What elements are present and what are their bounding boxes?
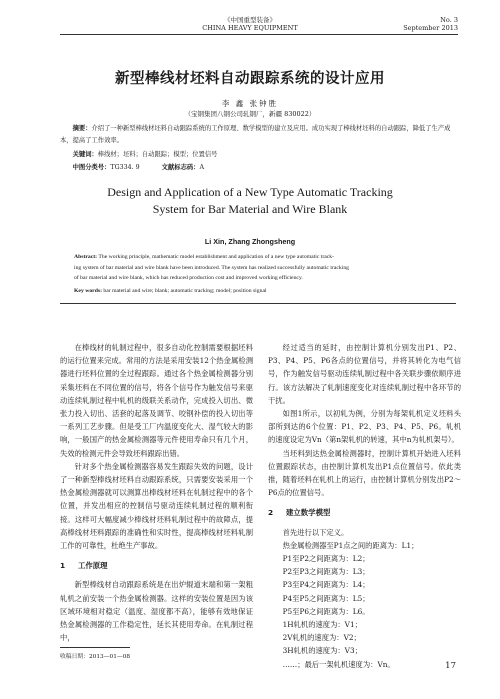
abstract-en	[74, 252, 440, 284]
paper-title-cn: 新型棒线材坯料自动跟踪系统的设计应用	[115, 71, 385, 87]
abstract-cn-text: 介绍了一种新型棒线材坯料自动跟踪系统的工作原理、数学模型的建立及应用。成功实现了棒线材坯料的自动跟踪，降低了生产成本，提高了工作效率。	[60, 125, 451, 144]
paper-title-en	[0, 184, 500, 218]
keywords-en-text: bar material and wire; blank; automatic tracking; model; position signal	[103, 288, 267, 294]
doc-code: A	[199, 164, 205, 171]
body-paragraph: 针对多个热金属检测器容易发生跟踪失效的问题，设计了一种新型棒线材坯料自动跟踪系统，只需要安装采用一个热金属检测器就可以测算出棒线材坯料在轧制过程中的各个位置，并发出相应的控制信号驱动连续轧制过程的顺利衔接。这样可大幅度减少棒线材坯料轧制过程中的故障点，提高棒线材坯料跟踪的准确性和实时性，提高棒线材坯料轧制工作的可靠性，杜绝生产事故。	[60, 461, 253, 551]
body-paragraph: 当坯料到达热金属检测器时，控制计算机开始进入坯料位置跟踪状态，由控制计算机发出P1点位置信号。依此类推，随着坯料在轧机上的运行，由控制计算机分别发出P2～P6点的位置信号。	[268, 448, 461, 498]
keywords-cn	[60, 149, 456, 161]
abstract-en-label: Abstract:	[74, 254, 98, 260]
definition-item: ……；最后一架轧机速度为：Vn。	[282, 659, 395, 669]
affiliation-cn: （宝钢集团八钢公司轧钢厂，新疆 830022）	[184, 110, 316, 118]
abstract-rule	[60, 303, 456, 304]
keywords-cn-label: 关键词：	[72, 151, 98, 158]
definition-item: P1至P2之间距离为：L2；	[282, 554, 370, 564]
paper-title-en-line1: Design and Application of a New Type Automatic Tracking	[107, 185, 393, 199]
definition-item: P5至P6之间距离为：L6。	[282, 606, 370, 616]
footnote-rule	[60, 647, 130, 648]
keywords-cn-text: 棒线材；坯料；自动跟踪；模型；位置信号	[97, 151, 218, 158]
issue-date: September 2013	[403, 24, 458, 32]
body-paragraph: 在棒线材的轧制过程中，很多自动化控制需要根据坯料的运行位置来完成。常用的方法是采用安装12个热金属检测器进行坯料位置的全过程跟踪。通过各个热金属检测器分别采集坯料在不同位置的信号，将各个信号作为触发信号来驱动连续轧制过程中轧机的级联关系动作，完成投入切出、微张力投入切出、活套的起落及调节、咬钢补偿的投入切出等一系列工艺步骤。但是受工厂内温度变化大、湿气较大的影响，一般国产的热金属检测器等元件使用寿命只有几个月，失效的检测元件会导致坯料跟踪出错。	[60, 343, 253, 458]
section-heading-1	[60, 559, 253, 572]
issue-number: No. 3	[440, 16, 458, 24]
definition-item: P3至P4之间距离为：L4；	[282, 580, 370, 590]
abstract-en-line3: of bar material and wire blank, which has reduced production cost and improved working efficiency.	[74, 275, 303, 281]
section-heading-2	[268, 506, 461, 519]
body-paragraph: 如图1所示，以初轧为例，分别为每架轧机定义坯料头部所到达的6个位置：P1、P2、P3、P4、P5、P6。轧机的速度设定为Vn（第n架轧机的转速，其中n为轧机架号）。	[268, 409, 461, 445]
journal-name-cn: 《中国重型装备》	[224, 16, 276, 24]
page-number: 17	[445, 661, 456, 671]
authors-cn: 李 鑫 张钟胜	[221, 99, 279, 108]
body-paragraph: 新型棒线材自动跟踪系统是在出炉辊道末端和第一架粗轧机之前安装一个热金属检测器。这样的安装位置是因为该区域环境相对稳定（温度、湿度都不高），能够有效地保证热金属检测器的工作稳定性，延长其使用寿命。在轧制过程中，	[60, 580, 253, 643]
abstract-cn	[60, 123, 456, 146]
doc-code-label: 文献标志码：	[161, 164, 200, 171]
header-rule	[60, 34, 458, 35]
journal-name-en: CHINA HEAVY EQUIPMENT	[202, 24, 298, 32]
definition-item: P2至P3之间距离为：L3；	[282, 567, 370, 577]
definition-item: 3H轧机的速度为：V3；	[282, 646, 362, 656]
section-title: 建立数学模型	[286, 508, 331, 518]
paper-title-en-line2: System for Bar Material and Wire Blank	[152, 202, 348, 216]
definition-item: 1H轧机的速度为：V1；	[282, 620, 362, 630]
issue-info	[403, 16, 458, 32]
body-right-column	[268, 341, 461, 671]
keywords-en-label: Key words:	[74, 288, 102, 294]
body-paragraph: 经过适当的延时，由控制计算机分别发出P1、P2、P3、P4、P5、P6各点的位置信号，并将其转化为电气信号，作为触发信号驱动连续轧制过程中各关联步骤依顺序进行。该方法解决了轧制速度变化对连续轧制过程中各环节的干扰。	[268, 343, 461, 405]
classification	[60, 162, 456, 174]
definition-item: 热金属检测器至P1点之间的距离为：L1；	[282, 540, 419, 550]
abstract-en-line2: ing system of bar material and wire blank have been introduced. The system has realized successfully automatic tracking	[74, 264, 350, 271]
section-number: 1	[60, 561, 66, 571]
definition-item: P4至P5之间距离为：L5；	[282, 593, 370, 603]
clc-label: 中图分类号：	[72, 164, 111, 171]
definitions-list	[268, 539, 461, 671]
keywords-en	[74, 286, 440, 297]
body-left-column	[60, 341, 253, 644]
section-title: 工作原理	[78, 561, 108, 571]
received-date: 收稿日期：2013—01—08	[60, 654, 131, 660]
abstract-en-line1: The working principle, mathematic model establishment and application of a new type automatic track-	[98, 254, 335, 260]
authors-en: Li Xin, Zhang Zhongsheng	[204, 237, 296, 246]
abstract-cn-label: 摘要：	[72, 125, 92, 132]
section-number: 2	[268, 508, 274, 518]
definition-item: 2V轧机的速度为：V2；	[282, 633, 361, 643]
clc-code: TG334. 9	[110, 164, 140, 171]
body-paragraph: 首先进行以下定义。	[282, 527, 349, 537]
